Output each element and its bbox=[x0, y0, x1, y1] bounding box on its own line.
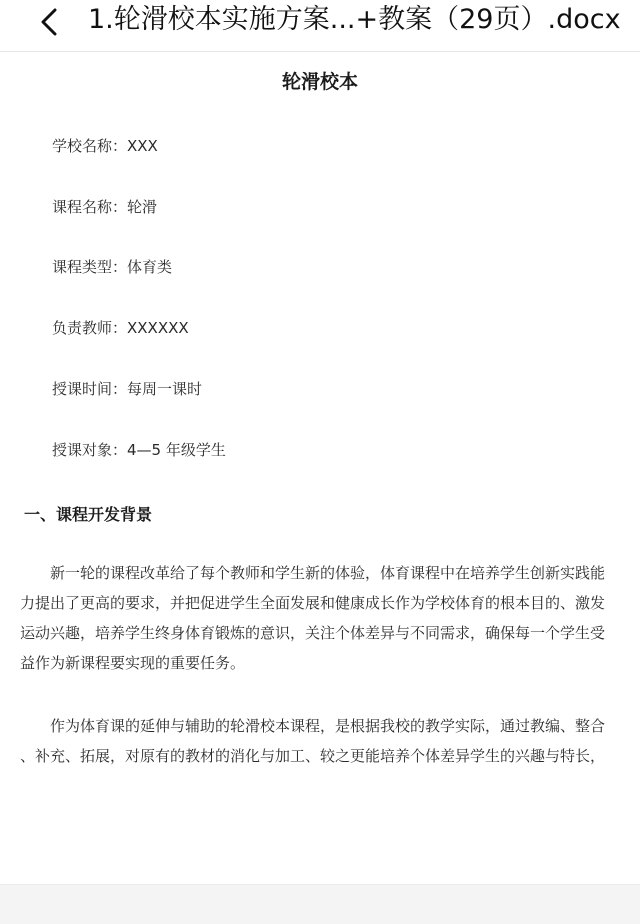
bottom-bar bbox=[0, 884, 640, 924]
info-course-name: 课程名称：轮滑 bbox=[52, 198, 158, 216]
paragraph-1 bbox=[20, 558, 628, 678]
paragraph-line: 、补充、拓展，对原有的教材的消化与加工、较之更能培养个体差异学生的兴趣与特长， bbox=[20, 747, 606, 765]
paragraph-line: 力提出了更高的要求，并把促进学生全面发展和健康成长作为学校体育的根本目的、激发 bbox=[20, 594, 606, 612]
paragraph-line: 作为体育课的延伸与辅助的轮滑校本课程，是根据我校的教学实际，通过教编、整合 bbox=[20, 717, 606, 735]
document-page bbox=[0, 53, 640, 883]
page-title: 轮滑校本 bbox=[281, 71, 358, 93]
document-title: 1.轮滑校本实施方案...+教案（29页）.docx bbox=[88, 4, 621, 35]
paragraph-line: 运动兴趣，培养学生终身体育锻炼的意识，关注个体差异与不同需求，确保每一个学生受 bbox=[20, 624, 606, 642]
paragraph-line: 新一轮的课程改革给了每个教师和学生新的体验，体育课程中在培养学生创新实践能 bbox=[20, 564, 606, 582]
paragraph-2 bbox=[20, 711, 628, 771]
paragraph-line: 益作为新课程要实现的重要任务。 bbox=[20, 654, 246, 672]
section-heading: 一、课程开发背景 bbox=[24, 505, 153, 524]
back-button[interactable] bbox=[24, 0, 72, 44]
info-audience: 授课对象：4—5 年级学生 bbox=[52, 441, 226, 459]
chevron-left-icon bbox=[38, 8, 60, 36]
info-teacher: 负责教师：XXXXXX bbox=[52, 319, 189, 337]
info-school-name: 学校名称：XXX bbox=[52, 137, 158, 155]
top-bar bbox=[0, 0, 640, 52]
info-course-type: 课程类型：体育类 bbox=[52, 258, 173, 276]
info-schedule: 授课时间：每周一课时 bbox=[52, 380, 203, 398]
